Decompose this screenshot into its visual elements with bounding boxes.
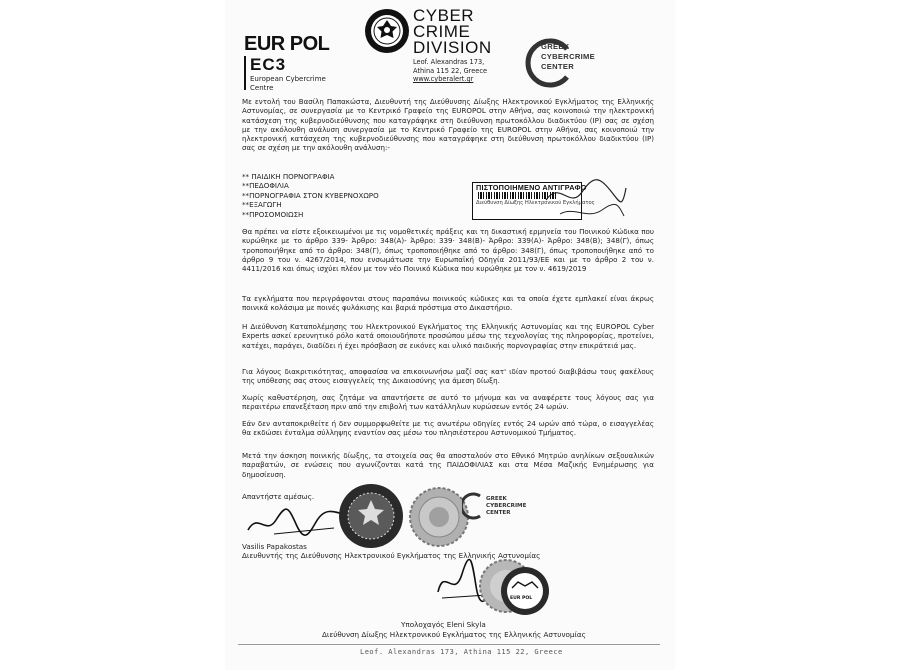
registry-paragraph: Μετά την άσκηση ποινικής δίωξης, τα στοιχεία σας θα αποσταλούν στο Εθνικό Μητρώο ανηλίκων σεξουαλικών παραβατών, σε ενώσεις που αγωνίζονται κατά της ΠΑΙΔΟΦΙΛΙΑΣ και στα Μέσα Μαζικής Ενημέρωσης για δημοσίευση. [242, 451, 654, 479]
offence-item: **ΕΞΑΓΩΓΗ [242, 200, 282, 210]
header-website: www.cyberalert.gr [413, 75, 474, 84]
confidential-paragraph: Για λόγους διακριτικότητας, αποφασίσα να επικοινωνήσω μαζί σας κατ' ιδίαν προτού διαβιβάσω τους φακέλους της υπόθεσης σας στους εισαγγελείς της Δικαιοσύνης για άμεση δίωξη. [242, 367, 654, 386]
ec3-logo: EC3 [250, 55, 287, 74]
europol-seal-text: EUR POL [510, 596, 533, 601]
ec3-subtitle-line1: European Cybercrime [250, 75, 326, 83]
ec3-subtitle-line2: Centre [250, 83, 274, 92]
offence-item: **ΠΡΟΣΟΜΟΙΩΣΗ [242, 209, 304, 219]
hellenic-police-emblem-icon [364, 8, 410, 54]
gold-seal-icon [408, 486, 470, 548]
law-paragraph: Θα πρέπει να είστε εξοικειωμένοι με τις νομοθετικές πράξεις και τη δικαστική ερμηνεία του Ποινικού Κώδικα που κυρώθηκε με το άρθρο 339- Άρθρο: 348(Α)- Άρθρο: 339· 348(Β)- Άρθρο: 339(Α)- Άρθρο: 348(Β); 348(Γ), όπως τροποποιήθηκε από το άρθρο: 348(Γ), όπως τροποποιήθηκε από το άρθρο: 348(Γ), όπως τροποποιήθηκε από το άρθρο 9 του ν. 4267/2014, που ενσωμάτωσε την Ευρωπαϊκή Οδηγία 2011/93/ΕΕ και με το άρθρο 2 του ν. 4411/2016 και όπως ισχύει πλέον με τον νέο Ποινικό Κώδικα που κυρώθηκε με τον ν. 4619/2019 [242, 227, 654, 274]
europol-logo: EUR POL [244, 33, 330, 55]
respond-paragraph: Χωρίς καθυστέρηση, σας ζητάμε να απαντήσετε σε αυτό το μήνυμα και να αναφέρετε τους λόγους σας για περαιτέρω επανεξέταση πριν από την επιβολή των κατάλληλων κυρώσεων εντός 24 ωρών. [242, 393, 654, 412]
cyber-crime-division-title [413, 8, 492, 56]
gcc-seal-line1: GREEK [486, 496, 507, 502]
cyber-crime-line3: DIVISION [413, 38, 492, 57]
offence-item: **ΠΕΔΟΦΙΛΙΑ [242, 181, 289, 191]
footer-divider [238, 644, 660, 645]
offences-list [242, 172, 379, 219]
intro-paragraph: Με εντολή του Βασίλη Παπακώστα, Διευθυντή της Διεύθυνσης Δίωξης Ηλεκτρονικού Εγκλήματος της Ελληνικής Αστυνομίας, σε συνεργασία με το Κεντρικό Γραφείο της EUROPOL στην Αθήνα, σας κοινοποιώ την ηλεκτρονική κατάσχεση της κυβερνοδιεύθυνσης που καταγράφηκε στη διεύθυνση πρωτοκόλλου διαδικτύου (IP) σας σε σχέση με την ακόλουθη ανάλυση συνεργασία με το Κεντρικό Γραφείο της EUROPOL στην Αθήνα, σας κοινοποιώ την ηλεκτρονική κατάσχεση της κυβερνοδιεύθυνσης που καταγράφηκε στη διεύθυνση πρωτοκόλλου διαδικτύου (IP) σας σε σχέση με την ακόλουθη ανάλυση:- [242, 97, 654, 153]
closing-line: Απαντήστε αμέσως. [242, 492, 315, 501]
gcc-seal-line2: CYBERCRIME [486, 503, 527, 509]
gcc-line1: GREEK [541, 42, 570, 51]
cyber-crime-line2: CRIME [413, 22, 471, 41]
crimes-paragraph: Τα εγκλήματα που περιγράφονται στους παραπάνω ποινικούς κώδικες και τα οποία έχετε εμπλακεί είναι άκρως ποινικά κολάσιμα με ποινές φυλάκισης και βαριά πρόστιμα στο Δικαστήριο. [242, 294, 654, 313]
offence-item: ** ΠΑΙΔΙΚΗ ΠΟΡΝΟΓΡΑΦΙΑ [242, 172, 335, 181]
certified-copy-stamp-title: ΠΙΣΤΟΠΟΙΗΜΕΝΟ ΑΝΤΙΓΡΑΦΟ [476, 183, 587, 192]
police-seal-icon [337, 482, 405, 550]
offence-item: **ΠΟΡΝΟΓΡΑΦΙΑ ΣΤΟΝ ΚΥΒΕΡΝΟΧΩΡΟ [242, 190, 379, 200]
signatory-two-title: Διεύθυνση Δίωξης Ηλεκτρονικού Εγκλήματος της Ελληνικής Αστυνομίας [322, 630, 586, 639]
gcc-line2: CYBERCRIME [541, 52, 596, 61]
gcc-line3: CENTER [541, 62, 575, 71]
ec3-divider [244, 56, 246, 90]
signatory-one-name: Vasilis Papakostas [242, 542, 307, 551]
greek-cybercrime-center-logo [541, 42, 595, 72]
stamp-signature-icon [540, 170, 630, 230]
gcc-seal-line3: CENTER [486, 510, 511, 516]
signatory-two-rank: Υπολοχαγός Eleni Skyla [401, 620, 486, 629]
signatory-one-title: Διευθυντής της Διεύθυνσης Ηλεκτρονικού Εγκλήματος της Ελληνικής Αστυνομίας [242, 551, 541, 560]
certified-copy-stamp-subtitle: Διεύθυνση Δίωξης Ηλεκτρονικού Εγκλήματος [476, 200, 595, 206]
cyber-crime-line1: CYBER [413, 6, 475, 25]
gcc-seal-ring-icon [462, 492, 484, 520]
gcc-seal-text [486, 496, 526, 517]
ec3-subtitle [250, 75, 326, 92]
warrant-paragraph: Εάν δεν ανταποκριθείτε ή δεν συμμορφωθείτε με τις ανωτέρω οδηγίες εντός 24 ωρών από τώρα, ο εισαγγελέας θα εκδώσει ένταλμα σύλληψης εναντίον σας μέσω του πλησιέστερου Αστυνομικού Τμήματος. [242, 419, 654, 438]
header-address [413, 58, 487, 84]
header-address-line2: Athina 115 22, Greece [413, 66, 488, 75]
footer-address: Leof. Alexandras 173, Athina 115 22, Greece [360, 648, 563, 656]
directorate-paragraph: Η Διεύθυνση Καταπολέμησης του Ηλεκτρονικού Εγκλήματος της Ελληνικής Αστυνομίας και της EUROPOL Cyber Experts ασκεί ερευνητικό ρόλο κατά οποιουδήποτε προσώπου μέσω της τεχνολογίας της πληροφορίας, προτείνει, κατέχει, παράγει, διαδίδει ή έχει πρόσβαση σε εικόνες και υλικό παιδικής πορνογραφίας στην επικράτειά μας. [242, 322, 654, 350]
header-address-line1: Leof. Alexandras 173, [413, 58, 485, 66]
europol-seal-icon [500, 566, 550, 616]
